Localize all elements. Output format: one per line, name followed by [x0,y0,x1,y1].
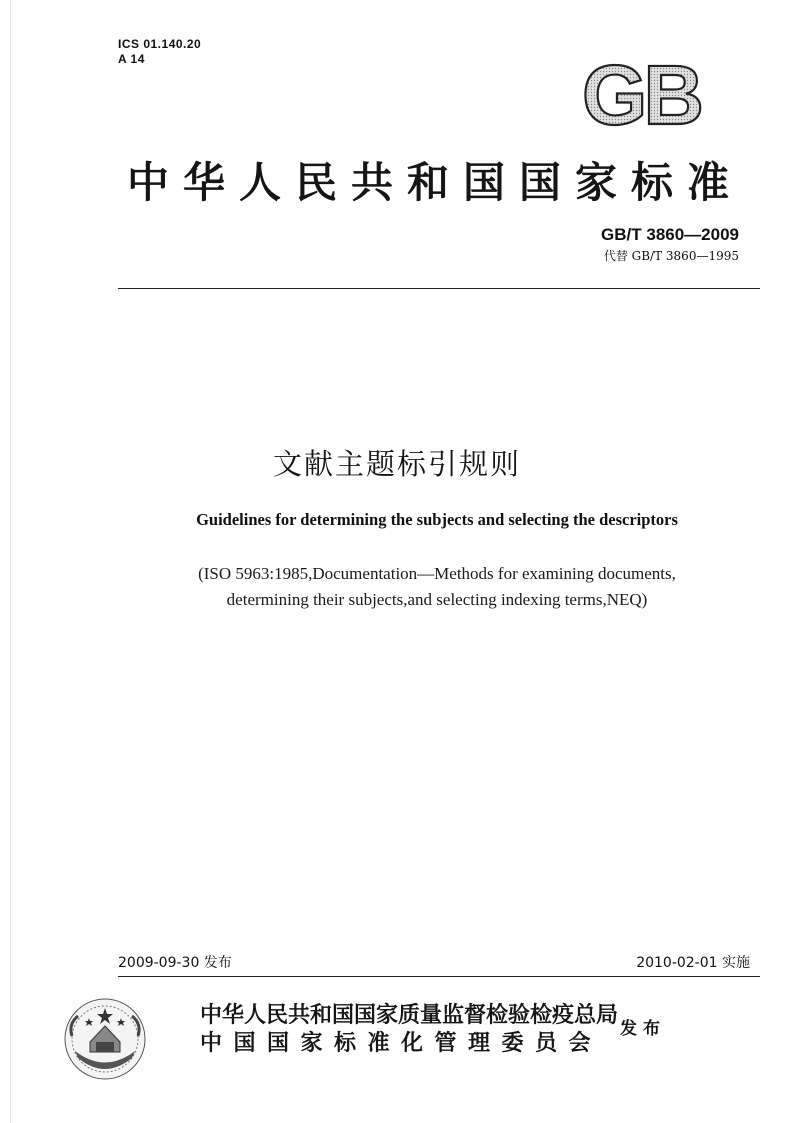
document-title-en: Guidelines for determining the subjects and selecting the descriptors [196,510,678,529]
replaces-standard: 代替 GB/T 3860—1995 [603,249,739,263]
gb-logo-icon [560,58,722,130]
iso-reference-line-2: determining their subjects,and selecting indexing terms,NEQ) [226,590,648,609]
classification-code: A 14 [118,52,145,66]
issue-date: 2009-09-30 发布 [118,955,232,971]
implementation-date: 2010-02-01 实施 [636,955,750,971]
ics-code: ICS 01.140.20 [118,37,202,51]
document-title-zh: 文献主题标引规则 [272,447,521,481]
footer-divider [118,976,760,977]
standard-organization-title: 中华人民共和国国家标准 [126,158,743,207]
national-emblem-icon [62,996,148,1082]
gb-logo-text: GB [582,58,700,130]
issuer-sac: 中国国家标准化管理委员会 [200,1031,603,1056]
standard-number: GB/T 3860—2009 [601,225,739,244]
iso-reference-line-1: (ISO 5963:1985,Documentation—Methods for examining documents, [198,564,676,583]
publish-label: 发布 [620,1019,666,1039]
header-divider [118,288,760,289]
scan-edge-line [10,0,11,1123]
issuer-aqsiq: 中华人民共和国国家质量监督检验检疫总局 [200,1003,619,1028]
